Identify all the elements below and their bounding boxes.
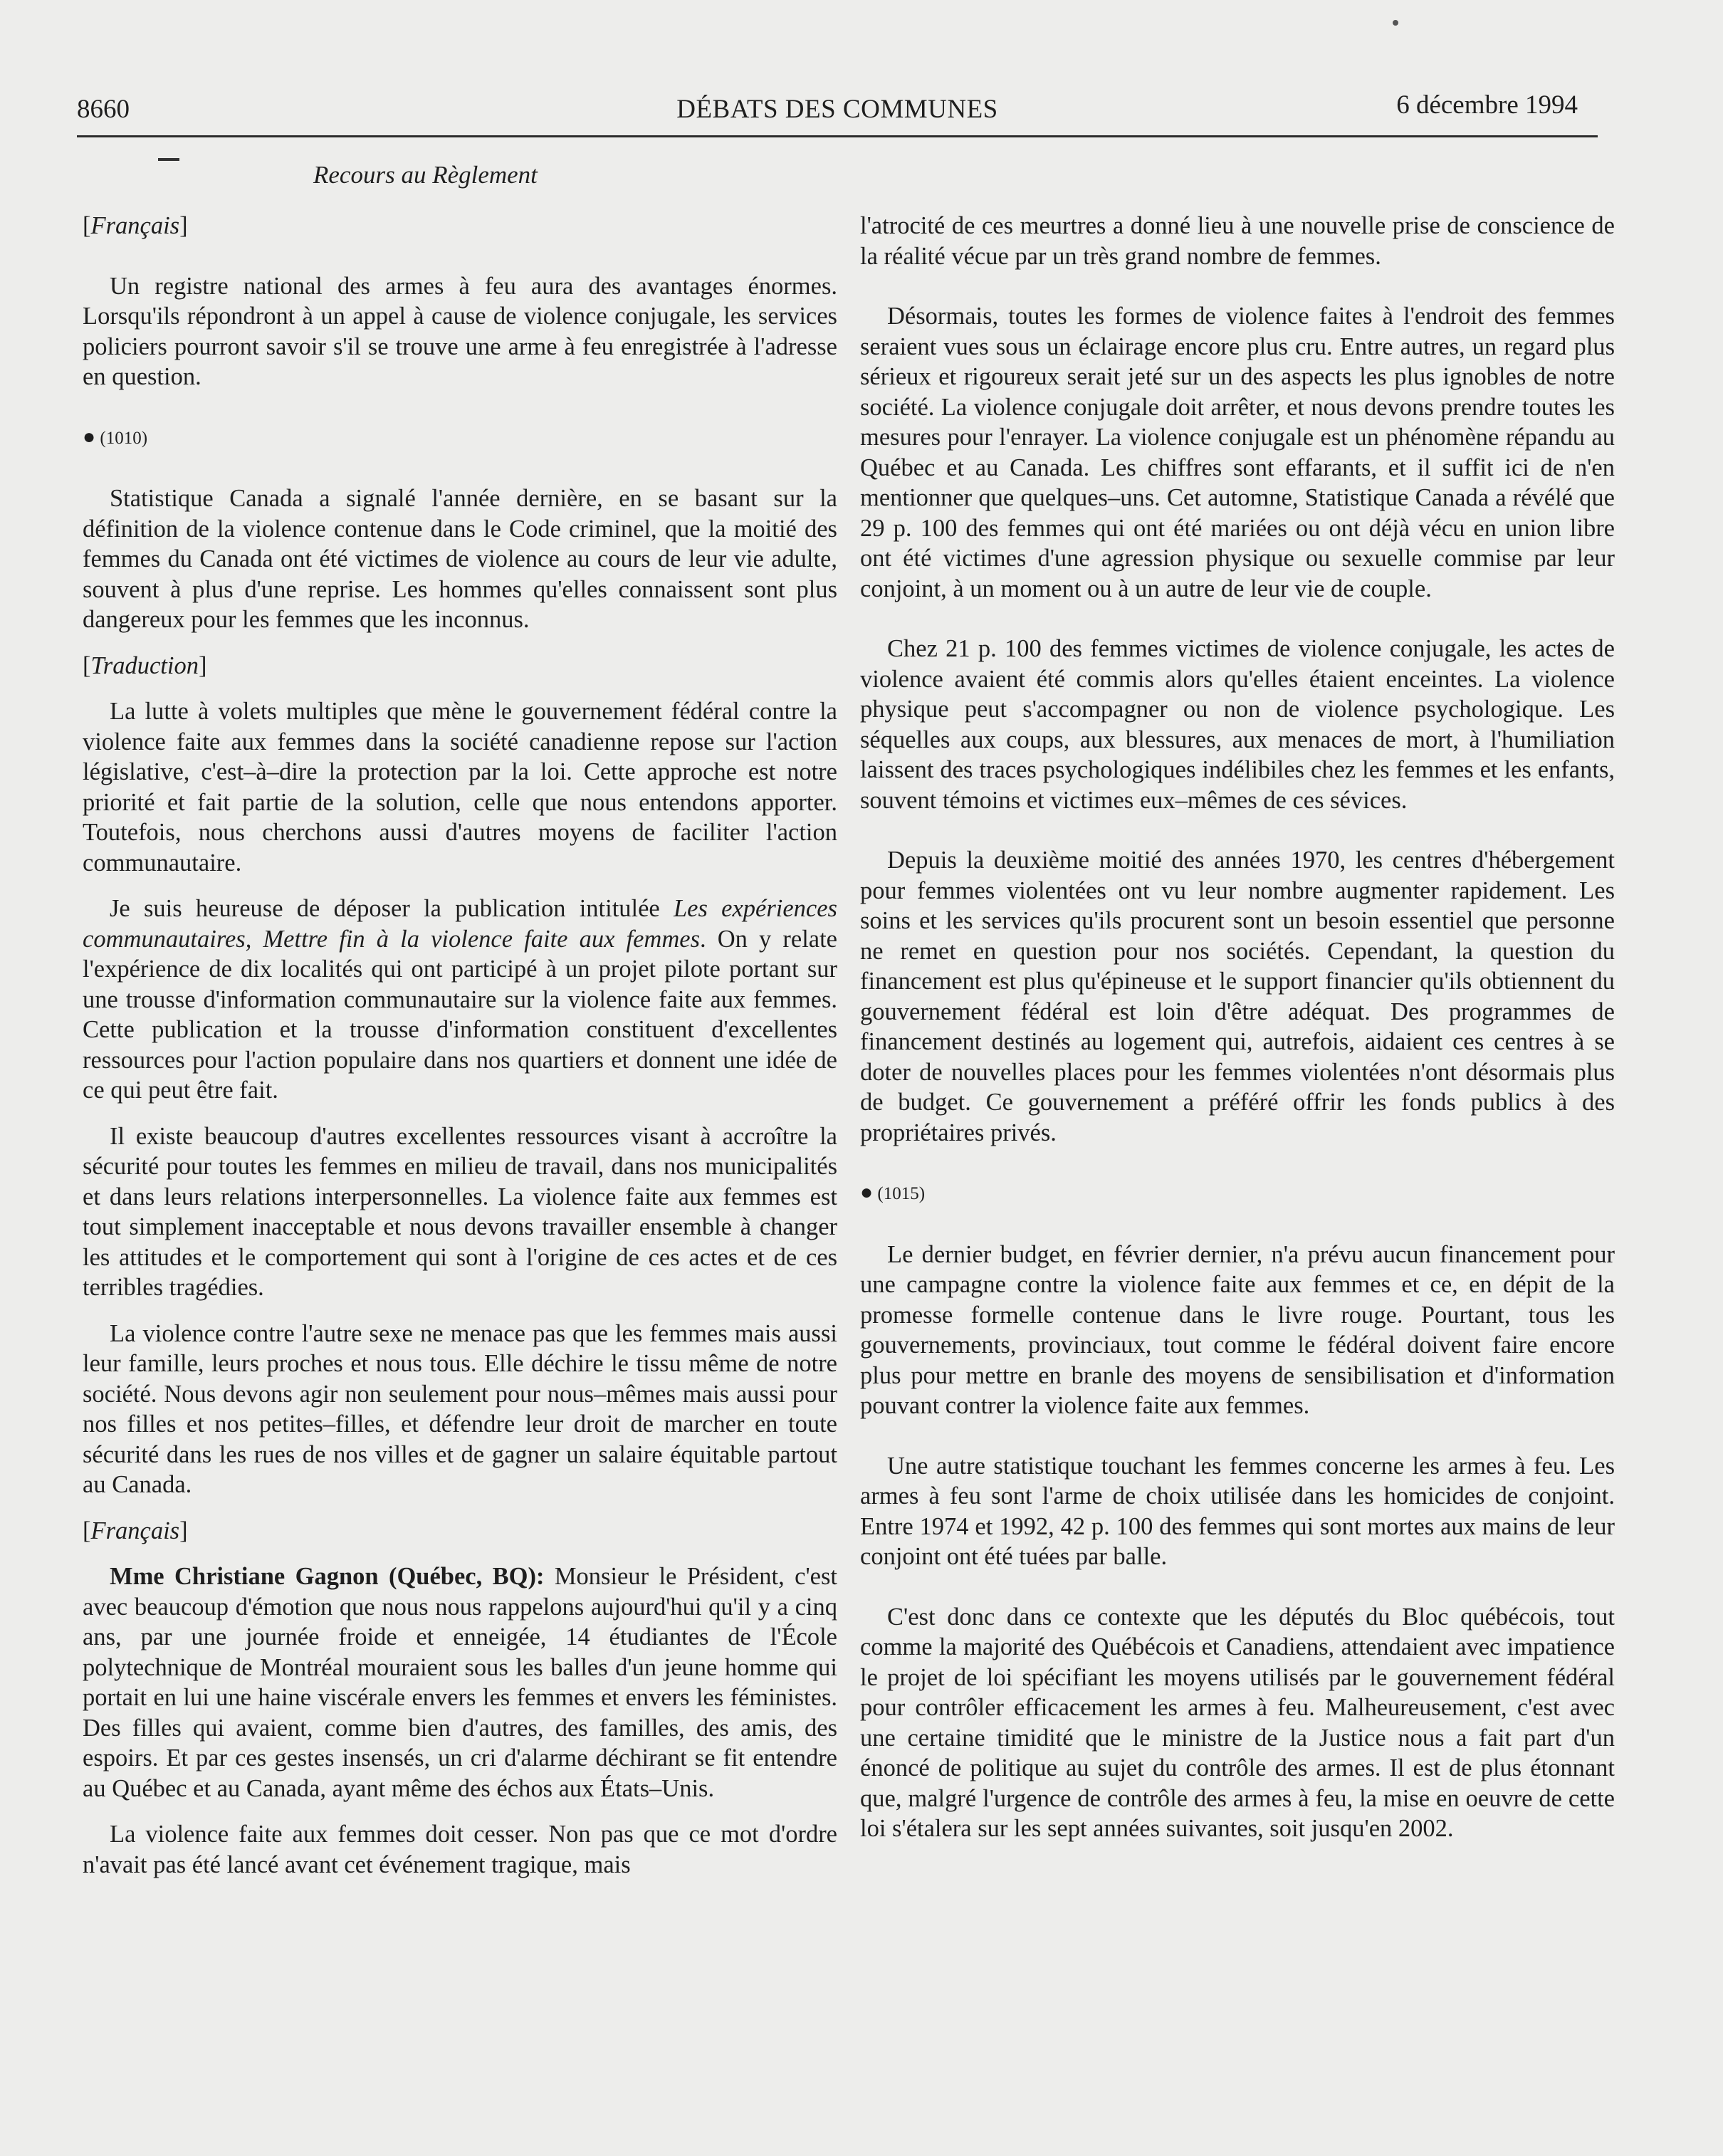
paragraph: l'atrocité de ces meurtres a donné lieu à une nouvelle prise de conscience de la réalité vécue par un très grand nombre de femmes. bbox=[860, 212, 1615, 270]
publication-date: 6 décembre 1994 bbox=[1396, 90, 1578, 120]
paragraph: La violence faite aux femmes doit cesser. Non pas que ce mot d'ordre n'avait pas été lancé avant cet événement tragique, mais bbox=[83, 1821, 837, 1878]
bullet-icon: ● bbox=[83, 424, 96, 449]
paragraph: Chez 21 p. 100 des femmes victimes de violence conjugale, les actes de violence avaient été commis alors qu'elles étaient enceintes. La violence physique peut s'accompagner ou non de violence psychologique. Les séquelles aux coups, aux blessures, aux menaces de mort, à l'humiliation laissent des traces psychologiques indélibiles chez les femmes et les enfants, souvent témoins et victimes eux–mêmes de ces sévices. bbox=[860, 635, 1615, 814]
time-marker: ● (1015) bbox=[860, 1181, 926, 1204]
paragraph: Depuis la deuxième moitié des années 1970, les centres d'hébergement pour femmes violentées ont vu leur nombre augmenter rapidement. Les soins et les services qu'ils procurent sont un besoin essentiel que personne ne remet en question pour nos sociétés. Cependant, la question du financement est plus qu'épineuse et le support financier qu'ils obtiennent du gouvernement fédéral est loin d'être adéquat. Des programmes de financement destinés au logement qui, autrefois, aidaient ces centres à se doter de nouvelles places pour les femmes violentées n'ont désormais plus de budget. Ce gouvernement a préféré offrir les fonds publics à des propriétaires privés. bbox=[860, 847, 1615, 1146]
time-marker: ● (1010) bbox=[83, 424, 148, 449]
paragraph: Mme Christiane Gagnon (Québec, BQ): Monsieur le Président, c'est avec beaucoup d'émotion que nous nous rappelons aujourd'hui qu'il y a cinq ans, par une journée froide et enneigée, 14 étudiantes de l'École polytechnique de Montréal mouraient sous les balles d'un jeune homme qui portait en lui une haine viscérale envers les femmes et envers les féministes. Des filles qui avaient, comme bien d'autres, des familles, des amis, des espoirs. Et par ces gestes insensés, un cri d'alarme déchirant se fit entendre au Québec et au Canada, ayant même des échos aux États–Unis. bbox=[83, 1563, 837, 1802]
bullet-icon: ● bbox=[860, 1181, 874, 1204]
page-number: 8660 bbox=[77, 95, 130, 124]
paragraph: Désormais, toutes les formes de violence faites à l'endroit des femmes seraient vues sous un éclairage encore plus cru. Entre autres, un regard plus sérieux et rigoureux serait jeté sur un des aspects les plus ignobles de notre société. La violence conjugale doit arrêter, et nous devons prendre toutes les mesures pour l'enrayer. La violence conjugale est un phénomène répandu au Québec et au Canada. Les chiffres sont effarants, et il suffit ici de n'en mentionner que quelques–uns. Cet automne, Statistique Canada a révélé que 29 p. 100 des femmes qui ont été mariées ou ont déjà vécu en union libre ont été victimes d'une agression physique ou sexuelle commise par leur conjoint, à un moment ou à un autre de leur vie de couple. bbox=[860, 303, 1615, 602]
language-tag: [Français] bbox=[83, 1517, 188, 1544]
left-column bbox=[83, 211, 837, 1880]
paragraph: C'est donc dans ce contexte que les députés du Bloc québécois, tout comme la majorité des Québécois et Canadiens, attendaient avec impatience le projet de loi spécifiant les moyens utilisés par le gouvernement fédéral pour contrôler efficacement les armes à feu. Malheureusement, c'est avec une certaine timidité que le ministre de la Justice nous a fait part d'un énoncé de politique au sujet du contrôle des armes. Il est de plus étonnant que, malgré l'urgence de contrôle des armes à feu, la mise en oeuvre de cette loi s'étalera sur les sept années suivantes, soit jusqu'en 2002. bbox=[860, 1603, 1615, 1842]
margin-dash bbox=[158, 158, 179, 161]
publication-title: DÉBATS DES COMMUNES bbox=[676, 95, 998, 124]
paragraph: Il existe beaucoup d'autres excellentes ressources visant à accroître la sécurité pour toutes les femmes en milieu de travail, dans nos municipalités et dans leurs relations interpersonnelles. La violence faite aux femmes est tout simplement inacceptable et nous devons travailler ensemble à changer les attitudes et le comportement qui sont à l'origine de ces actes et de ces terribles tragédies. bbox=[83, 1122, 837, 1301]
section-heading: Recours au Règlement bbox=[313, 161, 538, 189]
paragraph: Je suis heureuse de déposer la publication intitulée Les expériences communautaires, Mettre fin à la violence faite aux femmes. On y relate l'expérience de dix localités qui ont participé à un projet pilote portant sur une trousse d'information communautaire sur la violence faite aux femmes. Cette publication et la trousse d'information constituent d'excellentes ressources pour l'action populaire dans nos quartiers et donnent une idée de ce qui peut être fait. bbox=[83, 895, 837, 1104]
paragraph: La lutte à volets multiples que mène le gouvernement fédéral contre la violence faite aux femmes dans la société canadienne repose sur l'action législative, c'est–à–dire la protection par la loi. Cette approche est notre priorité et fait partie de la solution, celle que nous entendons apporter. Toutefois, nous cherchons aussi d'autres moyens de faciliter l'action communautaire. bbox=[83, 698, 837, 876]
language-tag: [Français] bbox=[83, 212, 188, 239]
page-header bbox=[77, 84, 1598, 137]
speaker-name: Mme Christiane Gagnon (Québec, BQ): bbox=[110, 1563, 545, 1590]
language-tag: [Traduction] bbox=[83, 651, 207, 679]
publication-title-italic: Les expériences communautaires, Mettre fin à la violence faite aux femmes bbox=[83, 895, 837, 953]
paragraph: Le dernier budget, en février dernier, n'a prévu aucun financement pour une campagne contre la violence faite aux femmes et ce, en dépit de la promesse formelle contenue dans le livre rouge. Pourtant, tous les gouvernements, provinciaux, tout comme le fédéral doivent faire encore plus pour mettre en branle des moyens de sensibilisation et d'information pouvant contrer la violence faite aux femmes. bbox=[860, 1240, 1615, 1419]
paragraph: Une autre statistique touchant les femmes concerne les armes à feu. Les armes à feu sont l'arme de choix utilisée dans les homicides de conjoint. Entre 1974 et 1992, 42 p. 100 des femmes qui sont mortes aux mains de leur conjoint ont été tuées par balle. bbox=[860, 1452, 1615, 1570]
scan-speck bbox=[1393, 20, 1398, 26]
paragraph: Un registre national des armes à feu aura des avantages énormes. Lorsqu'ils répondront à un appel à cause de violence conjugale, les services policiers pourront savoir s'il se trouve une arme à feu enregistrée à l'adresse en question. bbox=[83, 272, 837, 390]
paragraph: Statistique Canada a signalé l'année dernière, en se basant sur la définition de la violence contenue dans le Code criminel, que la moitié des femmes du Canada ont été victimes de violence au cours de leur vie adulte, souvent à plus d'une reprise. Les hommes qu'elles connaissent sont plus dangereux pour les femmes que les inconnus. bbox=[83, 485, 837, 633]
paragraph: La violence contre l'autre sexe ne menace pas que les femmes mais aussi leur famille, leurs proches et nous tous. Elle déchire le tissu même de notre société. Nous devons agir non seulement pour nous–mêmes mais aussi pour nos filles et nos petites–filles, et défendre leur droit de marcher en toute sécurité dans les rues de nos villes et de gagner un salaire équitable partout au Canada. bbox=[83, 1319, 837, 1498]
right-column bbox=[860, 211, 1615, 1844]
